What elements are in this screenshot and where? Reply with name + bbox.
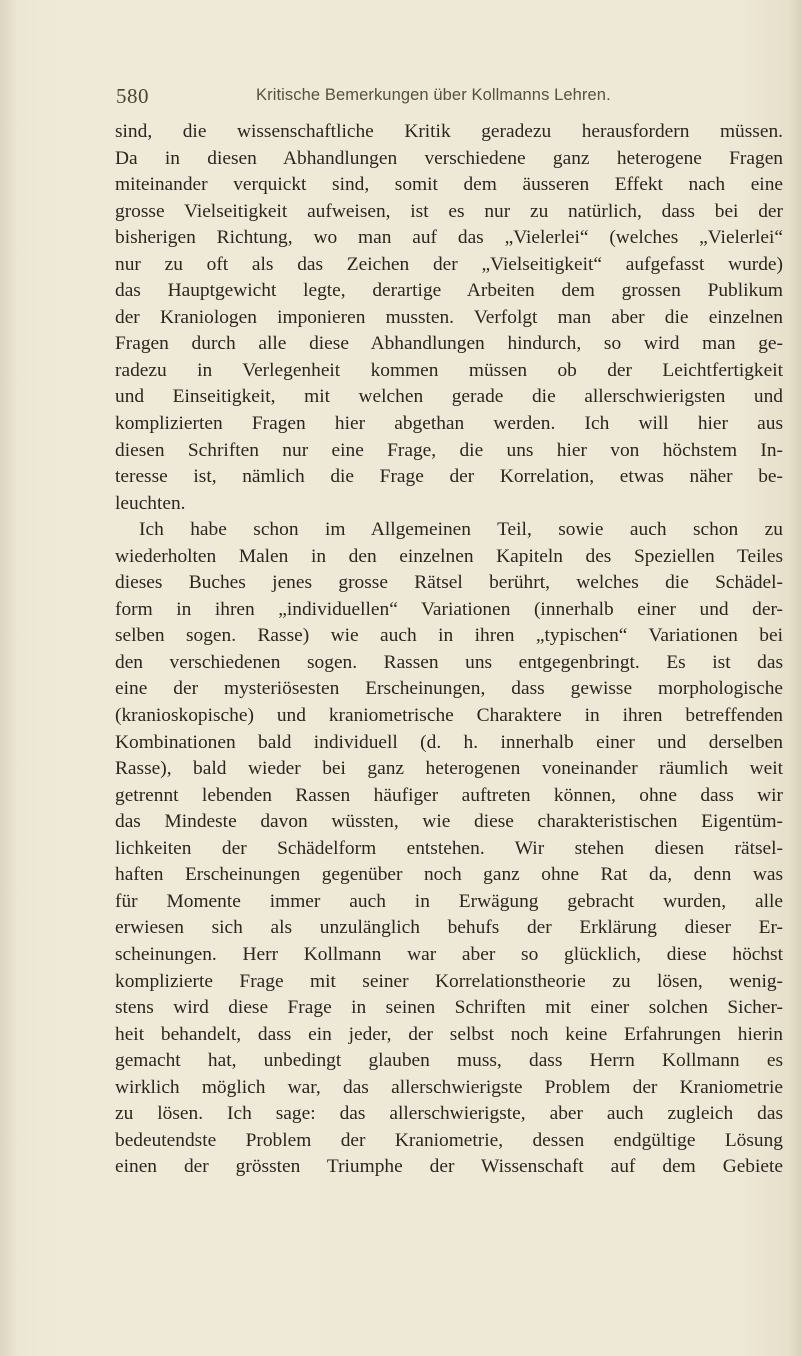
text-line: radezu in Verlegenheit kommen müssen ob der Leichtfertigkeit	[115, 359, 783, 381]
text-line: der Kraniologen imponieren mussten. Verfolgt man aber die einzelnen	[115, 306, 783, 328]
text-line: sind, die wissenschaftliche Kritik geradezu herausfordern müssen.	[115, 121, 783, 142]
text-line: teresse ist, nämlich die Frage der Korrelation, etwas näher be-	[115, 466, 783, 488]
text-line: einen der grössten Triumphe der Wissenschaft auf dem Gebiete	[115, 1156, 783, 1178]
text-line: und Einseitigkeit, mit welchen gerade die allerschwierigsten und	[115, 386, 783, 408]
text-line: komplizierten Fragen hier abgethan werden. Ich will hier aus	[115, 413, 783, 435]
text-line: gemacht hat, unbedingt glauben muss, dass Herrn Kollmann es	[115, 1050, 783, 1072]
text-line: das Mindeste davon wüssten, wie diese charakteristischen Eigentüm-	[115, 811, 783, 833]
text-line: wiederholten Malen in den einzelnen Kapiteln des Speziellen Teiles	[115, 545, 783, 567]
body-text	[115, 119, 783, 1181]
text-line: (kranioskopische) und kraniometrische Charaktere in ihren betreffenden	[115, 705, 783, 727]
text-line: Kombinationen bald individuell (d. h. innerhalb einer und derselben	[115, 731, 783, 753]
text-line: den verschiedenen sogen. Rassen uns entgegenbringt. Es ist das	[115, 651, 783, 673]
text-line: stens wird diese Frage in seinen Schriften mit einer solchen Sicher-	[115, 997, 783, 1019]
text-line: heit behandelt, dass ein jeder, der selbst noch keine Erfahrungen hierin	[115, 1023, 783, 1045]
running-head: Kritische Bemerkungen über Kollmanns Lehren.	[256, 86, 611, 104]
text-line: das Hauptgewicht legte, derartige Arbeiten dem grossen Publikum	[115, 280, 783, 302]
text-line: getrennt lebenden Rassen häufiger auftreten können, ohne dass wir	[115, 784, 783, 806]
text-line: Da in diesen Abhandlungen verschiedene ganz heterogene Fragen	[115, 147, 783, 169]
text-line: haften Erscheinungen gegenüber noch ganz ohne Rat da, denn was	[115, 864, 783, 886]
text-line: miteinander verquickt sind, somit dem äusseren Effekt nach eine	[115, 174, 783, 196]
text-line: bisherigen Richtung, wo man auf das „Vielerlei“ (welches „Vielerlei“	[115, 227, 783, 249]
text-line: selben sogen. Rasse) wie auch in ihren „typischen“ Variationen bei	[115, 625, 783, 647]
text-line: diesen Schriften nur eine Frage, die uns hier von höchstem In-	[115, 439, 783, 461]
text-line: zu lösen. Ich sage: das allerschwierigste, aber auch zugleich das	[115, 1103, 783, 1125]
text-line: form in ihren „individuellen“ Variationen (innerhalb einer und der-	[115, 598, 783, 620]
text-line: Rasse), bald wieder bei ganz heterogenen voneinander räumlich weit	[115, 758, 783, 780]
text-line: lichkeiten der Schädelform entstehen. Wir stehen diesen rätsel-	[115, 837, 783, 859]
text-line: dieses Buches jenes grosse Rätsel berührt, welches die Schädel-	[115, 572, 783, 594]
text-line: für Momente immer auch in Erwägung gebracht wurden, alle	[115, 890, 783, 912]
text-line: Ich habe schon im Allgemeinen Teil, sowie auch schon zu	[139, 519, 783, 541]
text-line: nur zu oft als das Zeichen der „Vielseitigkeit“ aufgefasst wurde)	[115, 253, 783, 275]
text-line: bedeutendste Problem der Kraniometrie, dessen endgültige Lösung	[115, 1129, 783, 1151]
text-line: komplizierte Frage mit seiner Korrelationstheorie zu lösen, wenig-	[115, 970, 783, 992]
text-line: scheinungen. Herr Kollmann war aber so glücklich, diese höchst	[115, 943, 783, 965]
text-line: grosse Vielseitigkeit aufweisen, ist es nur zu natürlich, dass bei der	[115, 200, 783, 222]
text-line: eine der mysteriösesten Erscheinungen, dass gewisse morphologische	[115, 678, 783, 700]
text-line: erwiesen sich als unzulänglich behufs der Erklärung dieser Er-	[115, 917, 783, 939]
text-line: wirklich möglich war, das allerschwierigste Problem der Kraniometrie	[115, 1076, 783, 1098]
text-line: leuchten.	[115, 492, 186, 514]
text-line: Fragen durch alle diese Abhandlungen hindurch, so wird man ge-	[115, 333, 783, 355]
page-header	[108, 84, 801, 114]
page-number: 580	[116, 84, 149, 108]
